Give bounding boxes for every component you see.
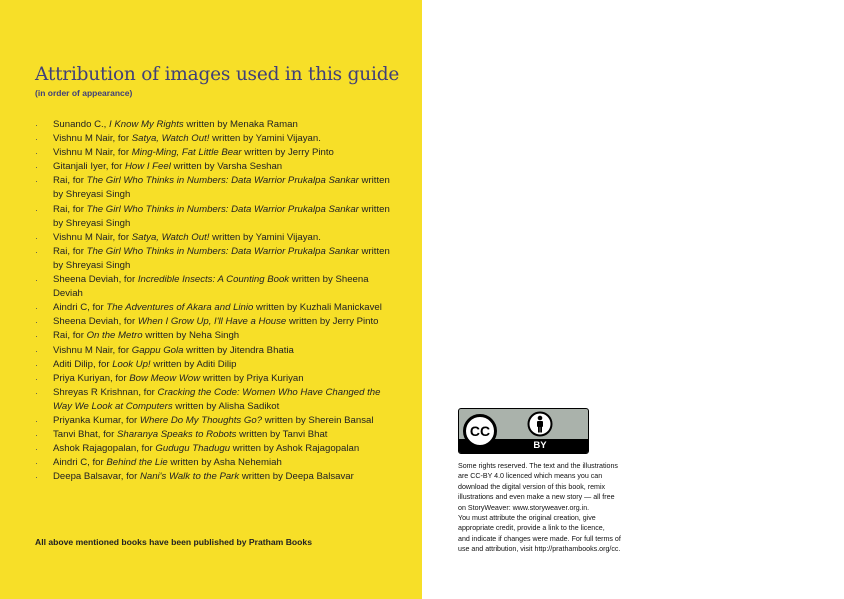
license-text	[458, 461, 668, 555]
bullet-icon: ·	[35, 331, 38, 342]
credit-text: written by Sherein Bansal	[262, 414, 374, 426]
credit-text: Aindri C, for	[53, 457, 107, 469]
attribution-text	[53, 302, 382, 313]
book-title: On the Metro	[86, 330, 143, 342]
credit-text: Priyanka Kumar, for	[53, 414, 140, 426]
bullet-icon: ·	[35, 176, 38, 187]
page-title: Attribution of images used in this guide	[35, 64, 400, 85]
attribution-text	[53, 119, 298, 130]
bullet-icon: ·	[35, 430, 38, 441]
list-item	[35, 146, 395, 160]
list-item	[35, 456, 395, 470]
bullet-icon: ·	[35, 134, 38, 145]
book-title: Look Up!	[112, 358, 151, 370]
credit-text: Rai, for	[53, 330, 87, 342]
list-item	[35, 245, 395, 273]
bullet-icon: ·	[35, 232, 38, 243]
book-title: When I Grow Up, I'll Have a House	[137, 316, 287, 328]
bullet-icon: ·	[35, 345, 38, 356]
license-line: and indicate if changes were made. For full terms of	[458, 534, 621, 543]
license-line: appropriate credit, provide a link to the licence,	[458, 524, 605, 533]
attribution-text	[53, 330, 239, 341]
attribution-text	[53, 359, 236, 370]
credit-text: written by Yamini Vijayan.	[209, 133, 321, 145]
attribution-text	[53, 387, 380, 412]
credit-text: Sheena Deviah, for	[53, 274, 138, 286]
credit-text: Priya Kuriyan, for	[53, 372, 130, 384]
credit-text: Vishnu M Nair, for	[53, 147, 132, 159]
bullet-icon: ·	[35, 148, 38, 159]
attribution-text	[53, 457, 282, 468]
credit-text: written by Priya Kuriyan	[200, 372, 304, 384]
attribution-list	[35, 118, 395, 484]
attribution-text	[53, 274, 369, 299]
credit-text: written by Yamini Vijayan.	[209, 231, 321, 243]
book-title: Satya, Watch Out!	[131, 231, 210, 243]
bullet-icon: ·	[35, 373, 38, 384]
attribution-text	[53, 232, 321, 243]
license-line: on StoryWeaver: www.storyweaver.org.in.	[458, 503, 590, 512]
credit-text: written by Menaka Raman	[183, 119, 298, 130]
page-subtitle: (in order of appearance)	[35, 88, 133, 98]
credit-text: written by Shreyasi Singh	[53, 175, 390, 201]
list-item	[35, 470, 395, 484]
book-title: Incredible Insects: A Counting Book	[137, 274, 290, 286]
list-item	[35, 160, 395, 174]
book-title: Where Do My Thoughts Go?	[139, 414, 263, 426]
list-item	[35, 442, 395, 456]
attribution-text	[53, 204, 390, 229]
credit-text: Vishnu M Nair, for	[53, 344, 132, 356]
credit-text: Sheena Deviah, for	[53, 316, 138, 328]
book-title: Nani's Walk to the Park	[139, 471, 240, 483]
book-title: Bow Meow Wow	[129, 372, 201, 384]
book-title: Cracking the Code: Women Who Have Changed the Way We Look at Computers	[53, 386, 381, 412]
book-title: The Adventures of Akara and Linio	[106, 302, 254, 314]
book-title: Ming-Ming, Fat Little Bear	[131, 147, 242, 159]
credit-text: written by Neha Singh	[142, 330, 240, 342]
credit-text: Rai, for	[53, 175, 87, 187]
attribution-text	[53, 429, 327, 440]
credit-text: written by Aditi Dilip	[150, 358, 237, 370]
cc-by-badge	[458, 408, 589, 454]
credit-text: Vishnu M Nair, for	[53, 231, 132, 243]
book-title: Behind the Lie	[106, 457, 168, 469]
attribution-text	[53, 415, 373, 426]
list-item	[35, 273, 395, 301]
license-line: download the digital version of this book, remix	[458, 482, 606, 491]
bullet-icon: ·	[35, 275, 38, 286]
list-item	[35, 428, 395, 442]
license-line: You must attribute the original creation, give	[458, 514, 596, 523]
bullet-icon: ·	[35, 120, 38, 130]
list-item	[35, 358, 395, 372]
credit-text: written by Asha Nehemiah	[167, 457, 282, 469]
book-title: Satya, Watch Out!	[131, 133, 210, 145]
attribution-text	[53, 443, 359, 454]
book-title: Gappu Gola	[131, 344, 184, 356]
list-item	[35, 203, 395, 231]
bullet-icon: ·	[35, 458, 38, 469]
credit-text: Deepa Balsavar, for	[53, 471, 140, 483]
list-item	[35, 231, 395, 245]
credit-text: written by Sheena Deviah	[53, 274, 369, 300]
credit-text: written by Deepa Balsavar	[239, 471, 354, 483]
credit-text: Gitanjali Iyer, for	[53, 161, 125, 173]
list-item	[35, 301, 395, 315]
credit-text: written by Varsha Seshan	[170, 161, 283, 173]
attribution-text	[53, 147, 334, 158]
credit-text: written by Shreyasi Singh	[53, 203, 390, 229]
list-item	[35, 132, 395, 146]
list-item	[35, 174, 395, 202]
publisher-note: All above mentioned books have been published by Pratham Books	[35, 537, 312, 547]
bullet-icon: ·	[35, 162, 38, 173]
license-line: are CC-BY 4.0 licenced which means you can	[458, 472, 603, 481]
list-item	[35, 372, 395, 386]
bullet-icon: ·	[35, 444, 38, 455]
bullet-icon: ·	[35, 472, 38, 483]
bullet-icon: ·	[35, 387, 38, 398]
book-title: The Girl Who Thinks in Numbers: Data Warrior Prukalpa Sankar	[86, 245, 359, 257]
list-item	[35, 386, 395, 414]
book-title: How I Feel	[124, 161, 171, 173]
credit-text: Shreyas R Krishnan, for	[53, 386, 158, 398]
attribution-text	[53, 246, 390, 271]
license-line: illustrations and even make a new story — all free	[458, 493, 615, 502]
bullet-icon: ·	[35, 415, 38, 426]
list-item	[35, 118, 395, 132]
credit-text: Aindri C, for	[53, 302, 107, 314]
credit-text: Ashok Rajagopalan, for	[53, 443, 156, 455]
credit-text: written by Jerry Pinto	[241, 147, 334, 159]
credit-text: written by Jerry Pinto	[286, 316, 379, 328]
attribution-text	[53, 161, 282, 172]
credit-text: written by Ashok Rajagopalan	[230, 443, 360, 455]
book-title: The Girl Who Thinks in Numbers: Data Warrior Prukalpa Sankar	[86, 203, 359, 215]
book-title: The Girl Who Thinks in Numbers: Data Warrior Prukalpa Sankar	[86, 175, 359, 187]
attribution-text	[53, 316, 379, 327]
credit-text: Sunando C.,	[53, 119, 110, 130]
attribution-text	[53, 471, 354, 482]
bullet-icon: ·	[35, 317, 38, 328]
attribution-text	[53, 133, 321, 144]
list-item	[35, 315, 395, 329]
license-line: use and attribution, visit http://prathambooks.org/cc.	[458, 545, 621, 554]
credit-text: written by Alisha Sadikot	[172, 400, 280, 412]
attribution-text	[53, 373, 304, 384]
credit-text: Tanvi Bhat, for	[53, 429, 117, 441]
by-label: BY	[533, 440, 547, 451]
credit-text: written by Kuzhali Manickavel	[253, 302, 382, 314]
book-title: Sharanya Speaks to Robots	[117, 429, 237, 441]
credit-text: Rai, for	[53, 245, 87, 257]
bullet-icon: ·	[35, 303, 38, 314]
attribution-text	[53, 175, 390, 200]
list-item	[35, 414, 395, 428]
bullet-icon: ·	[35, 246, 38, 257]
bullet-icon: ·	[35, 359, 38, 370]
license-line: Some rights reserved. The text and the illustrations	[458, 462, 618, 470]
list-item	[35, 329, 395, 343]
person-icon	[527, 411, 553, 437]
book-title: I Know My Rights	[109, 119, 184, 130]
credit-text: written by Shreyasi Singh	[53, 245, 390, 271]
credit-text: Aditi Dilip, for	[53, 358, 113, 370]
bullet-icon: ·	[35, 204, 38, 215]
credit-text: written by Jitendra Bhatia	[183, 344, 294, 356]
book-title: Gudugu Thadugu	[155, 443, 231, 455]
credit-text: Rai, for	[53, 203, 87, 215]
credit-text: written by Tanvi Bhat	[236, 429, 328, 441]
list-item	[35, 344, 395, 358]
attribution-text	[53, 345, 294, 356]
cc-icon: CC	[463, 414, 497, 448]
credit-text: Vishnu M Nair, for	[53, 133, 132, 145]
